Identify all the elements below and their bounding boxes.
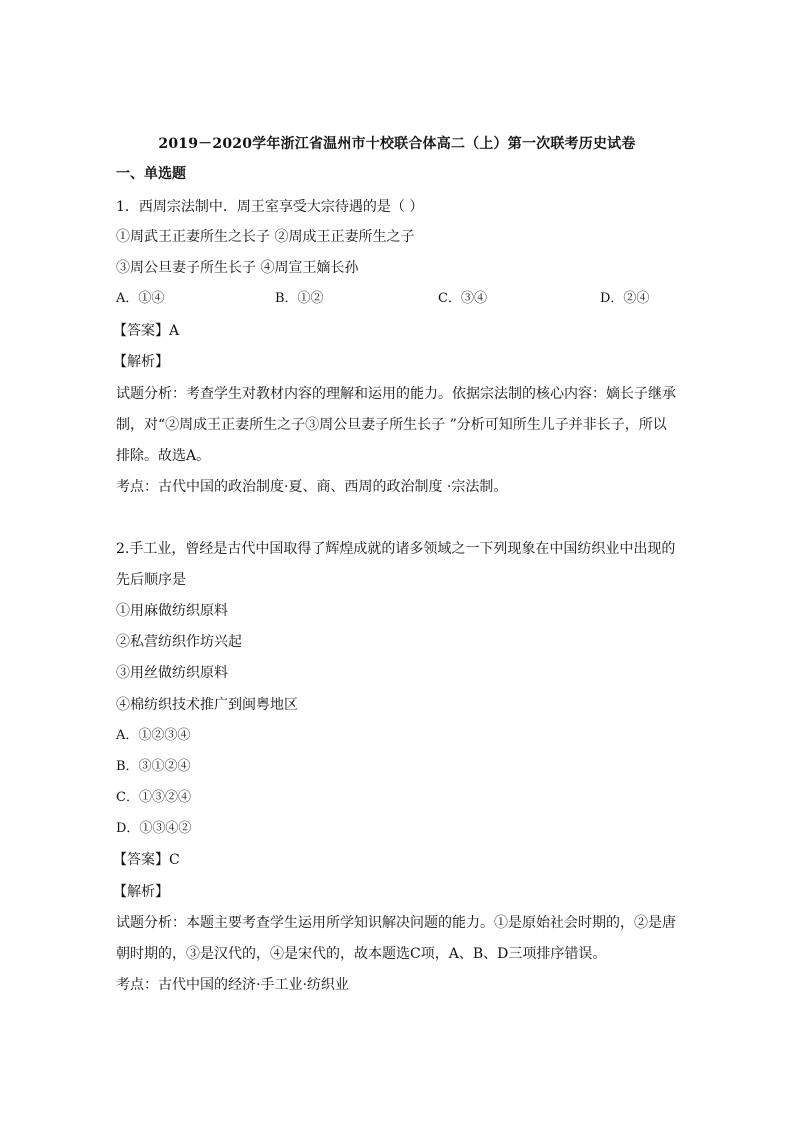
q1-option-d: D．②④ [600,291,650,306]
q1-knowledge-point: 考点：古代中国的政治制度·夏、商、西周的政治制度 ·宗法制。 [116,479,508,495]
q2-answer: 【答案】C [113,852,180,868]
q2-analysis-line: 朝时期的，③是汉代的，④是宋代的，故本题选C项，A、B、D三项排序错误。 [116,946,607,962]
q1-item-line: ①周武王正妻所生之长子 ②周成王正妻所生之子 [116,229,415,245]
q2-analysis-line: 试题分析：本题主要考查学生运用所学知识解决问题的能力。①是原始社会时期的，②是唐 [116,915,676,931]
q1-option-b: B．①② [275,291,324,306]
q1-answer: 【答案】A [113,323,180,339]
page-title: 2019－2020学年浙江省温州市十校联合体高二（上）第一次联考历史试卷 [158,136,636,152]
q2-analysis-heading: 【解析】 [113,884,169,900]
section-heading: 一、单选题 [116,166,186,182]
q2-option-c: C．①③②④ [116,790,191,805]
q2-item: ④棉纺织技术推广到闽粤地区 [116,697,298,713]
q2-option-a: A．①②③④ [116,728,191,743]
q2-option-b: B．③①②④ [116,759,191,774]
q1-analysis-line: 制，对“②周成王正妻所生之子③周公旦妻子所生长子 ”分析可知所生儿子并非长子，所以 [116,417,667,433]
q2-item: ②私营纺织作坊兴起 [116,634,242,650]
q2-stem-line: 先后顺序是 [116,572,186,588]
q1-option-c: C．③④ [438,291,487,306]
q2-stem-line: 2.手工业，曾经是古代中国取得了辉煌成就的诸多领域之一下列现象在中国纺织业中出现的 [116,541,676,557]
q2-item: ③用丝做纺织原料 [116,665,228,681]
q1-analysis-heading: 【解析】 [113,354,169,370]
q2-item: ①用麻做纺织原料 [116,603,228,619]
q2-option-d: D．①③④② [116,821,192,836]
q1-option-a: A．①④ [116,291,165,306]
q1-item-line: ③周公旦妻子所生长子 ④周宣王嫡长孙 [116,260,359,276]
q1-analysis-line: 试题分析：考查学生对教材内容的理解和运用的能力。依据宗法制的核心内容：嫡长子继承 [116,386,676,402]
q1-analysis-line: 排除。故选A。 [116,448,211,464]
q2-knowledge-point: 考点：古代中国的经济·手工业·纺织业 [116,977,349,993]
q1-stem: 1．西周宗法制中．周王室享受大宗待遇的是（ ） [116,199,424,215]
